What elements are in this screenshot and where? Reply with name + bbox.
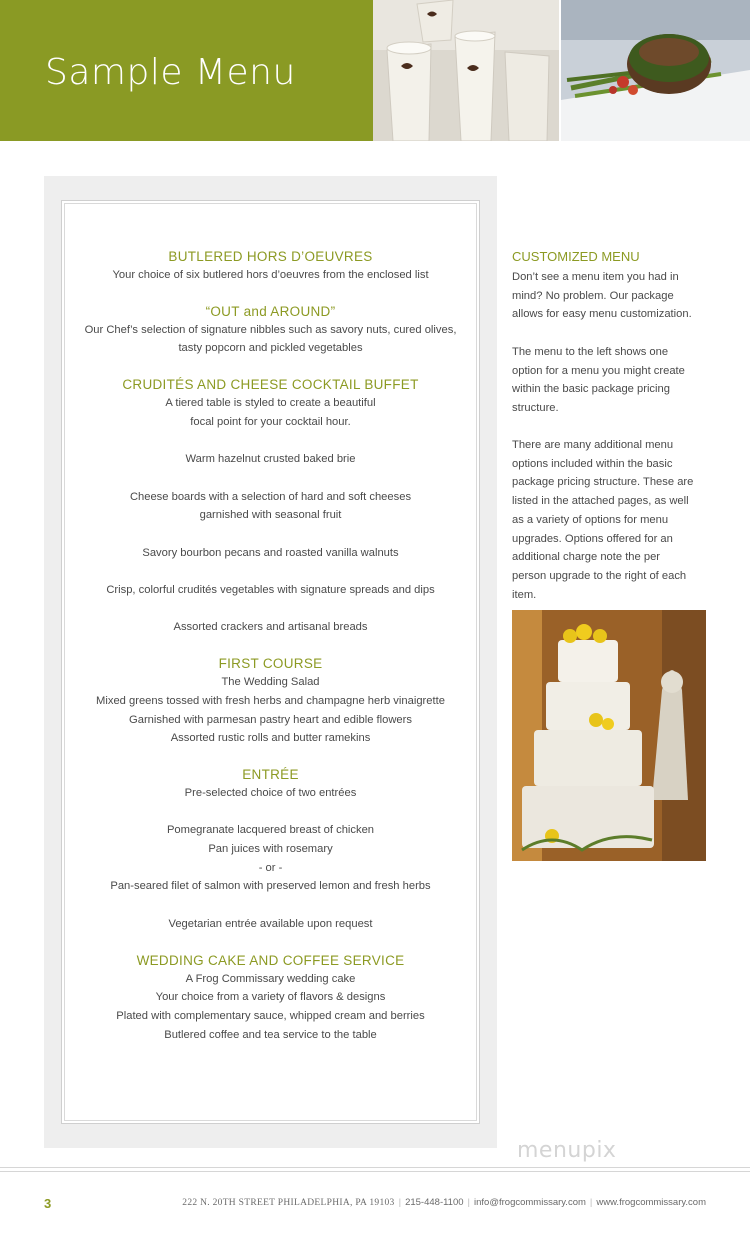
menu-line: Pan-seared filet of salmon with preserved lemon and fresh herbs bbox=[110, 880, 431, 893]
menu-section-title: WEDDING CAKE AND COFFEE SERVICE bbox=[136, 952, 405, 968]
menu-spacer bbox=[64, 525, 477, 544]
menu-spacer bbox=[64, 600, 477, 619]
menu-section-title: BUTLERED HORS D’OEUVRES bbox=[168, 249, 373, 264]
wedding-cake-image bbox=[512, 610, 706, 861]
menu-line: Assorted crackers and artisanal breads bbox=[173, 621, 368, 634]
page-number: 3 bbox=[44, 1196, 52, 1211]
menu-line: Cheese boards with a selection of hard and soft cheeses bbox=[129, 490, 412, 503]
menu-section-title: “OUT and AROUND” bbox=[205, 303, 336, 319]
menu-line: tasty popcorn and pickled vegetables bbox=[178, 342, 363, 355]
footer-separator: | bbox=[467, 1197, 471, 1208]
sidebar-title: CUSTOMIZED MENU bbox=[512, 249, 640, 264]
footer-contact bbox=[182, 1197, 706, 1208]
footer-rule bbox=[0, 1167, 750, 1168]
menu-line: Pomegranate lacquered breast of chicken bbox=[166, 824, 375, 837]
menu-section bbox=[64, 655, 477, 748]
menu-line: A Frog Commissary wedding cake bbox=[185, 972, 356, 985]
menu-line: Our Chef’s selection of signature nibbles such as savory nuts, cured olives, bbox=[84, 323, 457, 336]
menu-line: Vegetarian entrée available upon request bbox=[168, 917, 373, 930]
menu-line: Your choice from a variety of flavors & designs bbox=[155, 991, 386, 1004]
page-title: Sample Menu bbox=[45, 52, 296, 93]
menu-line: Pre-selected choice of two entrées bbox=[184, 786, 357, 799]
menu-section bbox=[64, 952, 477, 1045]
menu-spacer bbox=[64, 803, 477, 822]
watermark: menupix bbox=[517, 1138, 617, 1163]
menu-spacer bbox=[64, 562, 477, 581]
dessert-drinks-image bbox=[373, 0, 560, 141]
menu-line: focal point for your cocktail hour. bbox=[190, 415, 351, 428]
menu-section bbox=[64, 766, 477, 934]
footer-separator: | bbox=[398, 1197, 402, 1208]
menu-line: Savory bourbon pecans and roasted vanilla walnuts bbox=[142, 546, 399, 559]
menu-section-title: ENTRÉE bbox=[242, 766, 299, 782]
menu-line: Garnished with parmesan pastry heart and edible flowers bbox=[129, 713, 412, 726]
footer-email: info@frogcommissary.com bbox=[474, 1197, 586, 1208]
menu-line: Pan juices with rosemary bbox=[208, 843, 333, 856]
steak-plate-image bbox=[561, 0, 750, 141]
menu-section-title: CRUDITÉS AND CHEESE COCKTAIL BUFFET bbox=[122, 377, 419, 393]
footer-rule bbox=[0, 1171, 750, 1172]
sidebar-paragraph: The menu to the left shows one option for a menu you might create within the basic package pricing structure. bbox=[512, 346, 685, 415]
menu-line: garnished with seasonal fruit bbox=[199, 509, 342, 522]
menu-spacer bbox=[64, 432, 477, 451]
menu-section-title: FIRST COURSE bbox=[218, 656, 323, 672]
footer-phone: 215-448-1100 bbox=[405, 1197, 464, 1208]
wedding-cake-photo bbox=[512, 610, 706, 861]
header-band bbox=[0, 0, 373, 141]
menu-spacer bbox=[64, 469, 477, 488]
menu-spacer bbox=[64, 896, 477, 915]
menu-line: Your choice of six butlered hors d’oeuvres from the enclosed list bbox=[112, 269, 429, 281]
footer-website: www.frogcommissary.com bbox=[596, 1197, 706, 1208]
sidebar-paragraph: There are many additional menu options included within the basic package pricing structure. These are listed in the attached pages, as well as a variety of options for menu upgrades. Options offered for an additional charge note the per person upgrade to the right of each item. bbox=[512, 439, 694, 601]
footer-separator: | bbox=[589, 1197, 593, 1208]
menu-section bbox=[64, 376, 477, 637]
sidebar-paragraph: Don’t see a menu item you had in mind? No problem. Our package allows for easy menu customization. bbox=[512, 271, 692, 321]
menu-line: Assorted rustic rolls and butter ramekins bbox=[170, 732, 371, 745]
menu-line: Butlered coffee and tea service to the table bbox=[164, 1028, 377, 1041]
menu-line: Mixed greens tossed with fresh herbs and champagne herb vinaigrette bbox=[96, 694, 445, 707]
menu-section bbox=[64, 248, 477, 285]
menu-line: Plated with complementary sauce, whipped cream and berries bbox=[116, 1009, 425, 1022]
footer-address: 222 N. 20TH STREET PHILADELPHIA, PA 19103 bbox=[182, 1198, 395, 1208]
menu-line: Crisp, colorful crudités vegetables with signature spreads and dips bbox=[106, 584, 435, 597]
menu-line: A tiered table is styled to create a beautiful bbox=[165, 397, 376, 410]
photo-steak-plate bbox=[561, 0, 750, 141]
menu-content bbox=[64, 248, 477, 1062]
menu-line: Warm hazelnut crusted baked brie bbox=[185, 453, 356, 466]
menu-line: The Wedding Salad bbox=[221, 676, 320, 689]
menu-line: - or - bbox=[258, 861, 283, 874]
photo-dessert-drinks bbox=[373, 0, 560, 141]
menu-section bbox=[64, 303, 477, 358]
